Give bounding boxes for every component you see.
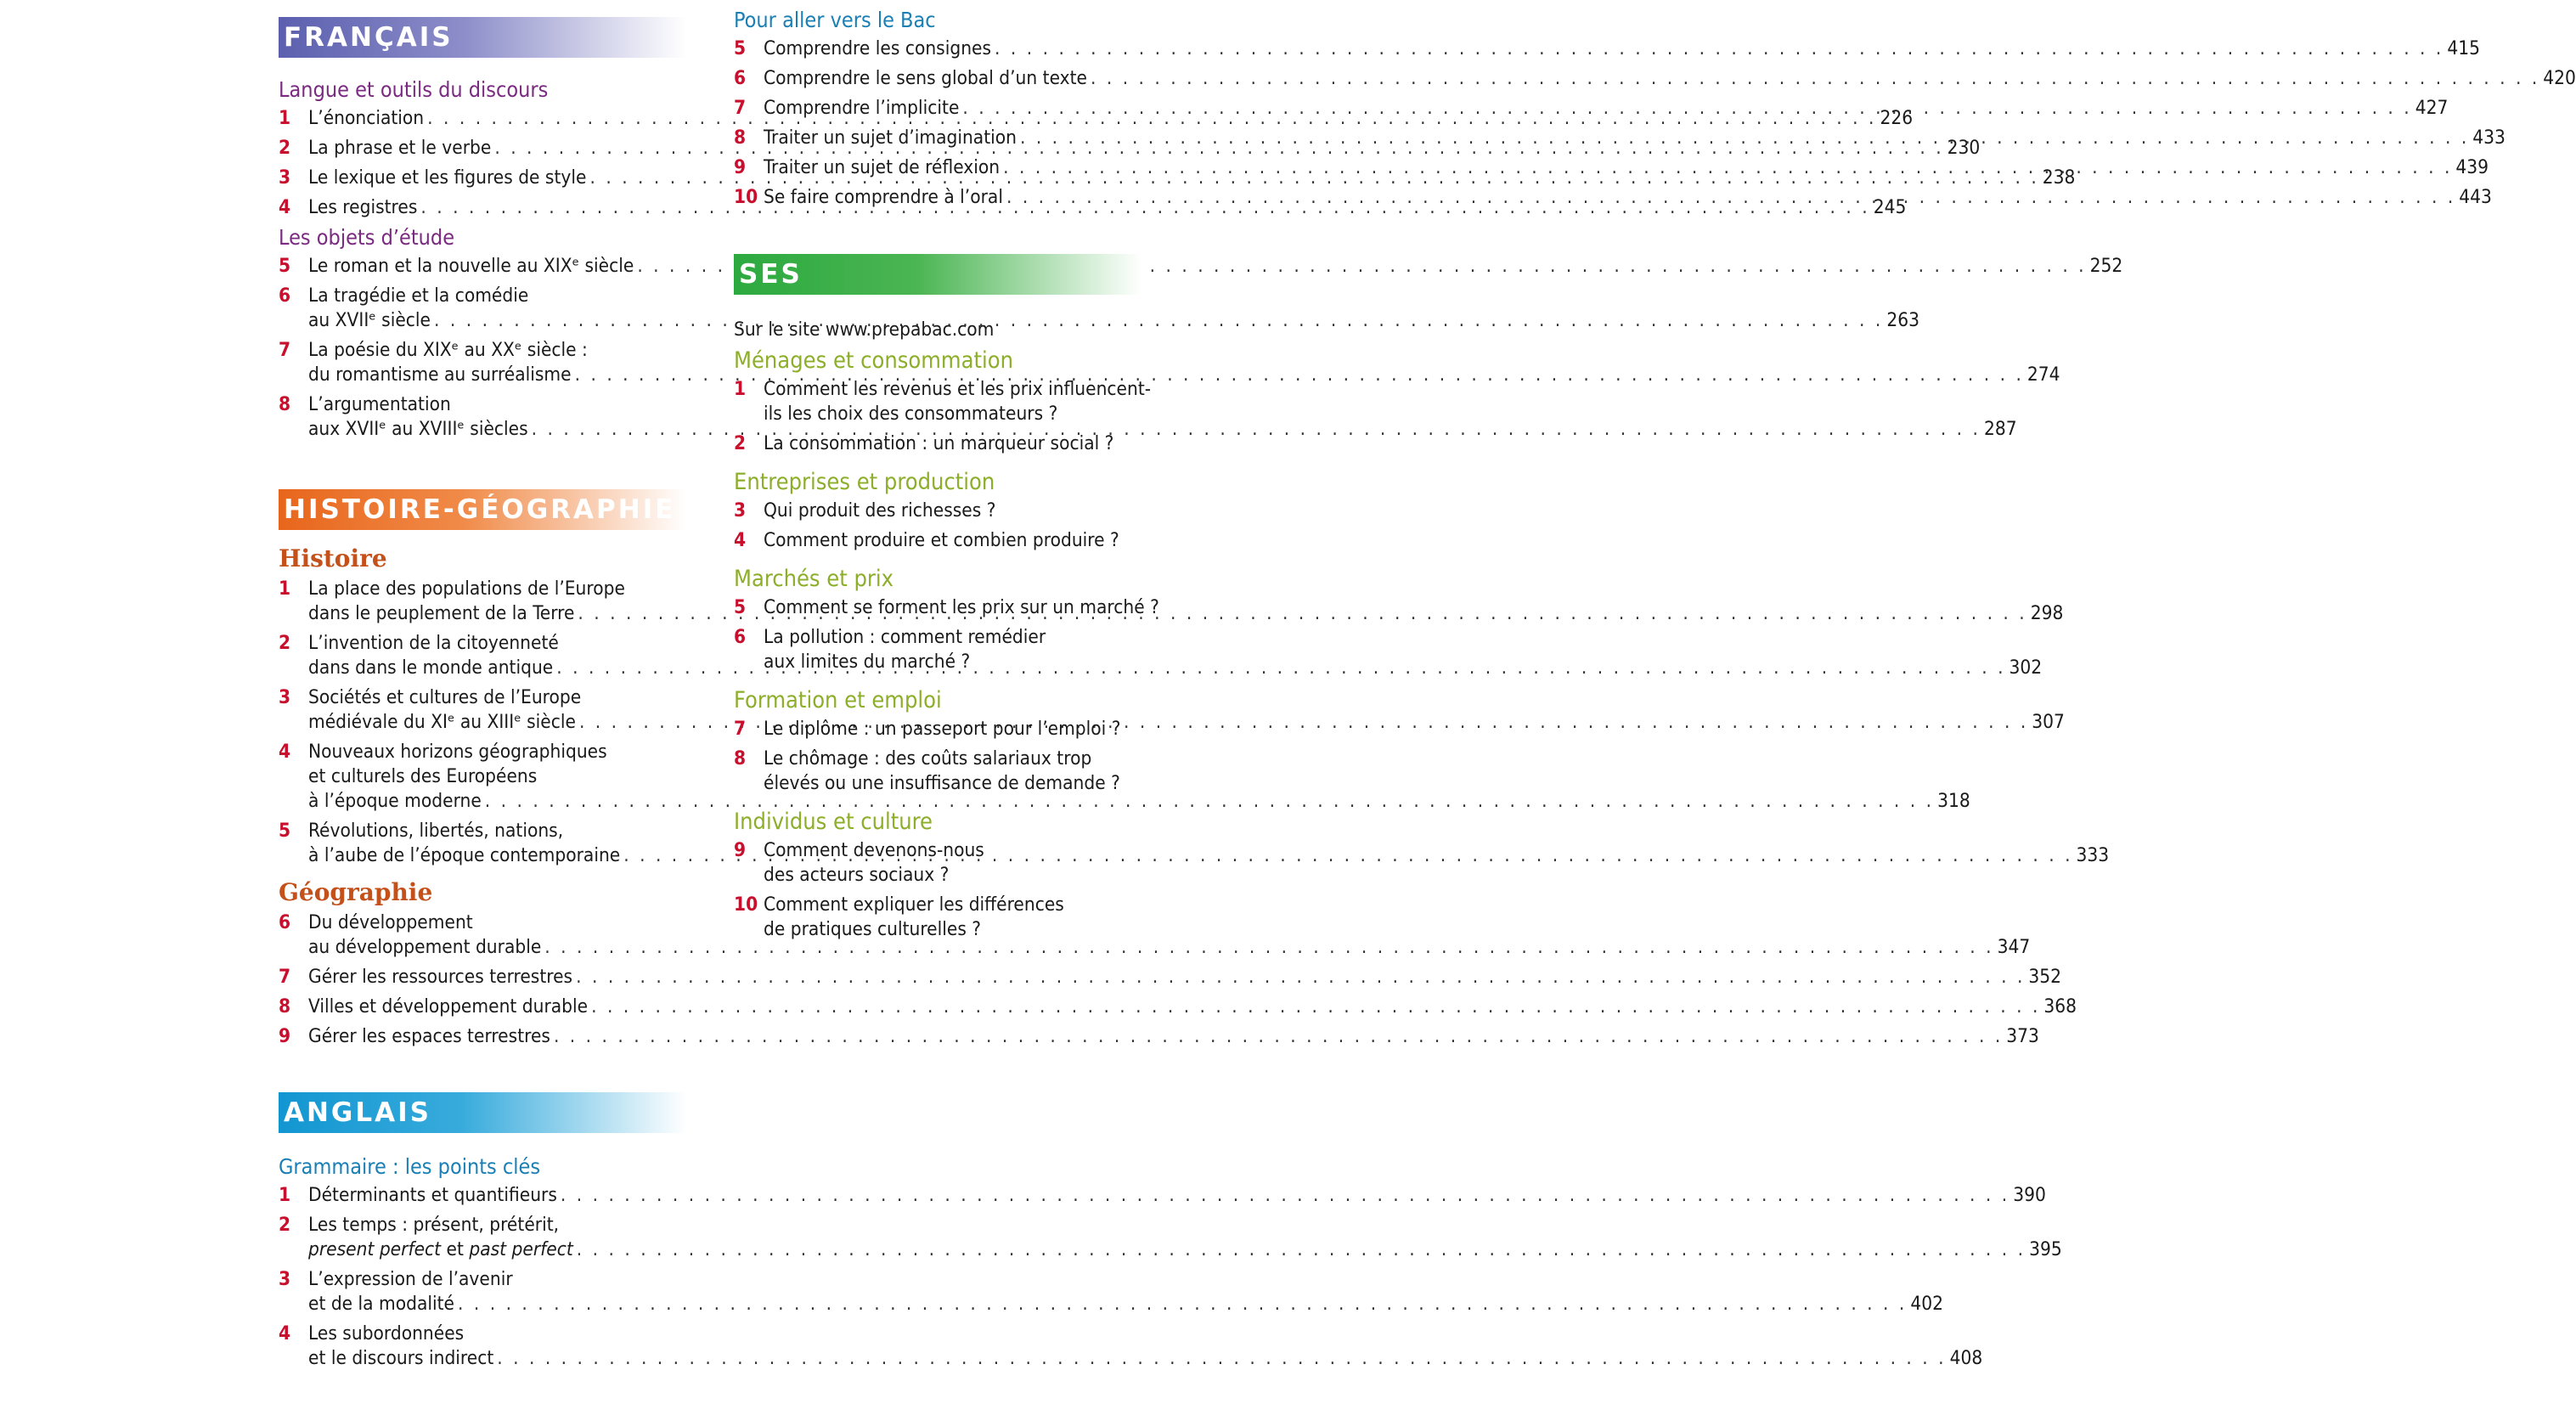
toc-entry	[734, 623, 1158, 677]
page-number: 433	[2472, 127, 2506, 149]
entry-number: 6	[279, 911, 291, 933]
entry-title: L’énonciation	[308, 107, 425, 129]
entry-number: 5	[734, 596, 747, 618]
entry-number: 8	[279, 393, 291, 415]
entry-title: L’expression de l’avenir	[308, 1268, 513, 1290]
entry-lines	[308, 995, 2077, 1019]
entry-lines	[764, 625, 1158, 674]
toc-entry	[734, 890, 1158, 944]
entry-line	[764, 126, 2506, 150]
toc-entry	[279, 1210, 2062, 1265]
entry-title: élevés ou une insuffisance de demande ?	[764, 772, 1120, 794]
entry-title: Le roman et la nouvelle au XIXᵉ siècle	[308, 255, 634, 277]
section-subheading: Entreprises et production	[734, 469, 995, 495]
entry-number: 1	[279, 578, 291, 600]
page-number: 408	[1949, 1347, 1983, 1369]
entry-number: 5	[279, 820, 291, 842]
page-number: 238	[2042, 166, 2076, 189]
entry-title: Déterminants et quantifieurs	[308, 1184, 557, 1206]
toc-entry	[734, 593, 1158, 623]
dot-leader	[591, 995, 2040, 1019]
entry-line	[764, 893, 1158, 917]
entry-title: Qui produit des richesses ?	[764, 499, 996, 521]
entry-line	[308, 1237, 2062, 1262]
section-subheading: Langue et outils du discours	[279, 77, 549, 102]
entry-title: Les subordonnées	[308, 1322, 465, 1345]
page-number: 287	[1983, 418, 2017, 440]
entry-lines	[764, 838, 1158, 888]
section-subheading: Grammaire : les points clés	[279, 1154, 541, 1179]
ses-site-note: Sur le site www.prepabac.com	[734, 319, 995, 341]
entry-title: Le diplôme : un passeport pour l’emploi ?	[764, 718, 1121, 740]
entry-line	[308, 843, 2109, 868]
section-subheading: Marchés et prix	[734, 566, 894, 592]
entry-lines	[764, 185, 2492, 210]
entry-title: ils les choix des consommateurs ?	[764, 403, 1058, 425]
page-number: 390	[2013, 1184, 2046, 1206]
entry-number: 4	[279, 1322, 291, 1345]
entry-line	[308, 417, 2017, 442]
page-number: 263	[1886, 309, 1919, 331]
entry-title: aux limites du marché ?	[764, 651, 971, 673]
anglais-title: ANGLAIS	[284, 1097, 431, 1128]
entry-number: 8	[279, 995, 291, 1018]
entry-number: 7	[734, 718, 747, 740]
page-number: 226	[1880, 107, 1914, 129]
entry-number: 4	[279, 741, 291, 763]
entry-number: 1	[279, 1184, 291, 1206]
dot-leader	[1003, 155, 2452, 180]
entry-title: Les registres	[308, 196, 418, 218]
page-number: 230	[1947, 137, 1981, 159]
entry-title: du romantisme au surréalisme	[308, 364, 572, 386]
entry-title: Sociétés et cultures de l’Europe	[308, 686, 582, 708]
toc-entry	[734, 836, 1158, 890]
entry-number: 2	[279, 137, 291, 159]
dot-leader	[1020, 126, 2469, 150]
entry-lines	[308, 819, 2109, 868]
entry-number: 7	[279, 339, 291, 361]
entry-line	[308, 995, 2077, 1019]
page-number: 427	[2415, 97, 2449, 119]
toc-list	[734, 593, 1158, 677]
entry-line	[308, 819, 2109, 843]
entry-number: 1	[279, 107, 291, 129]
entry-line	[308, 254, 2122, 279]
entry-title: Traiter un sujet d’imagination	[764, 127, 1017, 149]
entry-number: 5	[734, 37, 747, 59]
entry-line	[764, 528, 1158, 553]
page-number: 307	[2032, 711, 2065, 733]
entry-line	[308, 1292, 1943, 1316]
section-subheading: Ménages et consommation	[734, 347, 1013, 374]
section-subheading: Formation et emploi	[734, 687, 942, 713]
anglais-banner	[279, 1092, 686, 1133]
section-subheading: Géographie	[279, 878, 433, 906]
entry-title: La poésie du XIXᵉ au XXᵉ siècle :	[308, 339, 588, 361]
page-number: 252	[2089, 255, 2123, 277]
dot-leader	[554, 1024, 2003, 1049]
dot-leader	[1091, 66, 2539, 91]
entry-title: Du développement	[308, 911, 473, 933]
entry-title: Comment se forment les prix sur un marché ?	[764, 596, 1159, 618]
entry-line	[764, 431, 1158, 456]
entry-line	[764, 155, 2489, 180]
entry-title: La phrase et le verbe	[308, 137, 492, 159]
section-subheading: Histoire	[279, 544, 387, 572]
entry-lines	[308, 631, 2042, 680]
dot-leader	[497, 1346, 1946, 1371]
page-number: 333	[2076, 844, 2110, 866]
entry-line	[308, 577, 2063, 601]
entry-line	[764, 66, 2576, 91]
dot-leader	[485, 789, 1934, 814]
entry-title: Traiter un sujet de réflexion	[764, 156, 1001, 178]
entry-number: 3	[279, 686, 291, 708]
toc-entry	[279, 1181, 2046, 1210]
francais-title: FRANÇAIS	[284, 22, 454, 53]
entry-number: 2	[734, 432, 747, 454]
page-number: 420	[2543, 67, 2576, 89]
entry-line	[308, 935, 2030, 960]
entry-lines	[308, 1213, 2062, 1262]
page-number: 318	[1937, 790, 1970, 812]
toc-entry	[734, 496, 1158, 526]
toc-entry	[734, 429, 1158, 459]
entry-line	[308, 910, 2030, 935]
entry-lines	[764, 96, 2448, 121]
entry-number: 10	[734, 894, 758, 916]
entry-line	[764, 747, 1158, 771]
entry-number: 7	[734, 97, 747, 119]
page-number: 274	[2026, 364, 2060, 386]
entry-number: 8	[734, 747, 747, 770]
entry-lines	[764, 155, 2489, 180]
entry-title: Comment les revenus et les prix influencent-	[764, 378, 1152, 400]
entry-number: 2	[279, 1214, 291, 1236]
entry-line	[764, 595, 1159, 620]
entry-title: Le lexique et les figures de style	[308, 166, 587, 189]
entry-lines	[308, 338, 2060, 387]
entry-lines	[308, 685, 2065, 735]
entry-lines	[764, 499, 1158, 523]
page-number: 415	[2447, 37, 2480, 59]
entry-number: 4	[734, 529, 747, 551]
entry-line	[308, 656, 2042, 680]
entry-title: La pollution : comment remédier	[764, 626, 1046, 648]
entry-title: Gérer les ressources terrestres	[308, 966, 573, 988]
page-number: 347	[1997, 936, 2031, 958]
page-number: 439	[2455, 156, 2489, 178]
toc-list	[734, 375, 1158, 459]
entry-title: médiévale du XIᵉ au XIIIᵉ siècle	[308, 711, 576, 733]
entry-title: dans dans le monde antique	[308, 657, 554, 679]
page-number: 443	[2459, 186, 2492, 208]
entry-title: La consommation : un marqueur social ?	[764, 432, 1114, 454]
entry-title: Le chômage : des coûts salariaux trop	[764, 747, 1092, 770]
entry-lines	[764, 431, 1158, 456]
page-number: 368	[2043, 995, 2077, 1018]
entry-title: L’argumentation	[308, 393, 451, 415]
entry-line	[308, 965, 2061, 989]
entry-line	[308, 1183, 2046, 1208]
entry-line	[764, 185, 2492, 210]
toc-entry	[279, 962, 2062, 992]
entry-number: 6	[734, 67, 747, 89]
toc-entry	[734, 64, 2576, 93]
toc-entry	[279, 1022, 2039, 1051]
toc-list	[734, 836, 1158, 944]
anglais-groups	[279, 1153, 2062, 1373]
entry-title: Les temps : présent, prétérit,	[308, 1214, 560, 1236]
entry-line	[308, 363, 2060, 387]
entry-number: 3	[279, 1268, 291, 1290]
entry-lines	[764, 893, 1158, 942]
entry-line	[764, 771, 1158, 796]
entry-title: Comment produire et combien produire ?	[764, 529, 1119, 551]
entry-line	[764, 402, 1158, 426]
entry-title: La place des populations de l’Europe	[308, 578, 625, 600]
toc-entry	[734, 714, 1158, 744]
entry-line	[308, 1346, 1982, 1371]
toc-entry	[279, 1319, 1983, 1373]
entry-line	[308, 1024, 2039, 1049]
toc-entry	[734, 375, 1158, 429]
entry-lines	[308, 1267, 1943, 1316]
entry-title: Comment expliquer les différences	[764, 894, 1064, 916]
entry-number: 3	[734, 499, 747, 521]
entry-number: 8	[734, 127, 747, 149]
entry-title: et de la modalité	[308, 1293, 455, 1315]
entry-number: 9	[279, 1025, 291, 1047]
entry-lines	[764, 126, 2506, 150]
entry-title: au développement durable	[308, 936, 542, 958]
entry-line	[764, 917, 1158, 942]
dot-leader	[962, 96, 2411, 121]
entry-title: La tragédie et la comédie	[308, 285, 529, 307]
entry-lines	[764, 595, 1159, 620]
entry-line	[764, 650, 1158, 674]
entry-number: 9	[734, 839, 747, 861]
entry-number: 3	[279, 166, 291, 189]
entry-line	[308, 685, 2065, 710]
entry-line	[308, 601, 2063, 626]
page-number: 352	[2028, 966, 2062, 988]
entry-title: aux XVIIᵉ au XVIIIᵉ siècles	[308, 418, 528, 440]
entry-line	[308, 1213, 2062, 1237]
entry-title: Comprendre l’implicite	[764, 97, 960, 119]
entry-title: Comment devenons-nous	[764, 839, 984, 861]
dot-leader	[577, 1237, 2026, 1262]
entry-lines	[308, 577, 2063, 626]
entry-title: des acteurs sociaux ?	[764, 864, 950, 886]
entry-number: 6	[279, 285, 291, 307]
francais-banner	[279, 17, 686, 58]
histoire-geo-banner	[279, 489, 686, 530]
entry-title: Révolutions, libertés, nations,	[308, 820, 564, 842]
entry-number: 6	[734, 626, 747, 648]
entry-title: present perfect et past perfect	[308, 1238, 573, 1260]
entry-line	[764, 96, 2448, 121]
page-number: 245	[1873, 196, 1907, 218]
entry-title: à l’aube de l’époque contemporaine	[308, 844, 621, 866]
entry-line	[308, 1267, 1943, 1292]
entry-title: Villes et développement durable	[308, 995, 589, 1018]
entry-lines	[308, 1183, 2046, 1208]
entry-title: Se faire comprendre à l’oral	[764, 186, 1003, 208]
dot-leader	[458, 1292, 1907, 1316]
entry-title: au XVIIᵉ siècle	[308, 309, 431, 331]
entry-lines	[308, 965, 2061, 989]
page-number: 373	[2006, 1025, 2039, 1047]
section-subheading: Les objets d’étude	[279, 225, 455, 250]
dot-leader	[995, 37, 2444, 61]
entry-line	[308, 1322, 1982, 1346]
entry-lines	[764, 747, 1158, 796]
entry-line	[764, 863, 1158, 888]
entry-lines	[308, 910, 2030, 960]
entry-title: et culturels des Européens	[308, 765, 538, 787]
entry-lines	[764, 377, 1158, 426]
entry-line	[764, 717, 1158, 741]
dot-leader	[1006, 185, 2455, 210]
section-subheading: Individus et culture	[734, 809, 933, 835]
entry-title: dans le peuplement de la Terre	[308, 602, 575, 624]
toc-list	[734, 496, 1158, 555]
entry-number: 5	[279, 255, 291, 277]
entry-line	[308, 631, 2042, 656]
toc-entry	[734, 34, 2480, 64]
entry-number: 7	[279, 966, 291, 988]
entry-lines	[764, 66, 2576, 91]
entry-title: Comprendre le sens global d’un texte	[764, 67, 1087, 89]
entry-title: et le discours indirect	[308, 1347, 494, 1369]
dot-leader	[576, 965, 2025, 989]
entry-lines	[764, 528, 1158, 553]
toc-entry	[279, 992, 2077, 1022]
entry-line	[764, 499, 1158, 523]
entry-number: 2	[279, 632, 291, 654]
entry-line	[308, 338, 2060, 363]
entry-title: Nouveaux horizons géographiques	[308, 741, 607, 763]
page-number: 395	[2029, 1238, 2062, 1260]
entry-title: de pratiques culturelles ?	[764, 918, 982, 940]
entry-title: Comprendre les consignes	[764, 37, 992, 59]
ses-title: SES	[739, 259, 803, 290]
toc-list	[279, 1181, 2062, 1373]
entry-line	[764, 377, 1158, 402]
bac-subheading: Pour aller vers le Bac	[734, 8, 936, 32]
entry-line	[764, 37, 2480, 61]
entry-number: 9	[734, 156, 747, 178]
entry-lines	[308, 1024, 2039, 1049]
entry-number: 10	[734, 186, 758, 208]
toc-list	[734, 714, 1158, 798]
entry-lines	[308, 392, 2017, 442]
toc-entry	[734, 526, 1158, 555]
entry-line	[764, 838, 1158, 863]
entry-line	[308, 392, 2017, 417]
page-number: 302	[2009, 657, 2043, 679]
toc-entry	[734, 744, 1158, 798]
entry-lines	[308, 1322, 1982, 1371]
dot-leader	[434, 308, 1883, 333]
dot-leader	[561, 1183, 2010, 1208]
entry-lines	[308, 254, 2122, 279]
histoire-geo-title: HISTOIRE-GÉOGRAPHIE	[284, 494, 676, 525]
page-number: 298	[2030, 602, 2064, 624]
page-number: 402	[1910, 1293, 1943, 1315]
entry-number: 4	[279, 196, 291, 218]
entry-number: 1	[734, 378, 747, 400]
ses-banner	[734, 254, 1141, 295]
entry-lines	[764, 37, 2480, 61]
entry-lines	[764, 717, 1158, 741]
ses-groups	[734, 347, 1158, 944]
entry-line	[764, 625, 1158, 650]
entry-line	[308, 710, 2065, 735]
entry-title: Gérer les espaces terrestres	[308, 1025, 550, 1047]
entry-title: L’invention de la citoyenneté	[308, 632, 559, 654]
toc-entry	[279, 1265, 1943, 1319]
entry-title: à l’époque moderne	[308, 790, 482, 812]
